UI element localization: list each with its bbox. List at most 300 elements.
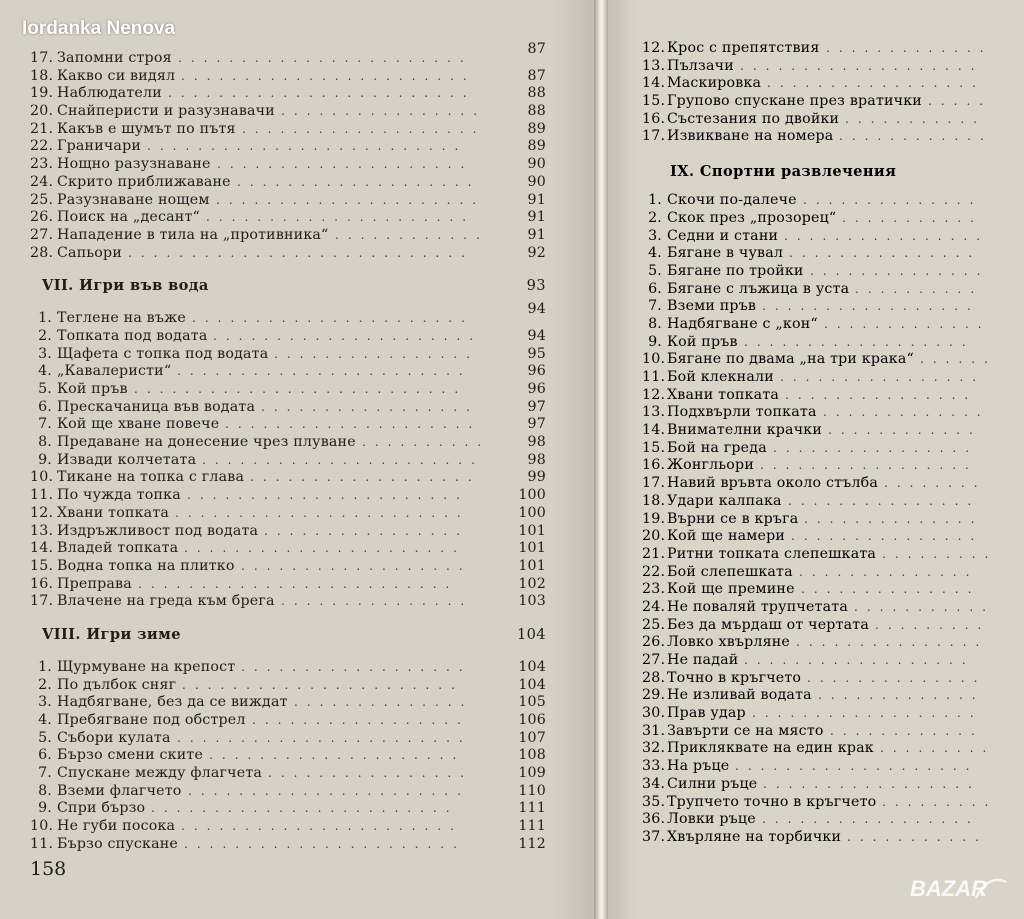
entry-number: 9.	[648, 333, 662, 350]
dot-leader: ......................	[202, 452, 484, 467]
entry-title: Прав удар	[667, 705, 746, 722]
toc-entry	[30, 68, 546, 86]
toc-entry	[30, 452, 546, 470]
entry-page: 90	[527, 173, 546, 190]
entry-title: Бягане в чувал	[667, 245, 784, 262]
entry-number: 21.	[30, 120, 54, 137]
dot-leader: ..............	[810, 263, 990, 278]
entry-title: Скочи по-далече	[667, 192, 797, 209]
entry-title: По чужда топка	[57, 487, 181, 504]
entry-page: 96	[527, 363, 546, 380]
toc-entry	[642, 776, 1012, 794]
page-shadow	[608, 0, 638, 919]
toc-entry	[642, 334, 1012, 352]
entry-title: Теглене на въже	[57, 310, 186, 327]
dot-leader: ...............	[785, 387, 978, 402]
entry-page: 88	[527, 85, 546, 102]
toc-entry	[30, 192, 546, 210]
entry-number: 1.	[38, 658, 52, 675]
dot-leader: ....................	[209, 748, 466, 763]
toc-entry	[30, 121, 546, 139]
dot-leader: .......................	[175, 505, 470, 520]
entry-title: Надбягване с „кон“	[667, 315, 818, 332]
toc-entry	[30, 694, 546, 712]
entry-title: Надбягване, без да се виждат	[57, 694, 288, 711]
toc-entry	[642, 617, 1012, 635]
toc-entry	[30, 712, 546, 730]
entry-title: Без да мърдаш от чертата	[667, 616, 869, 633]
entry-title: Бързо спускане	[57, 835, 178, 852]
entry-number: 23.	[30, 156, 54, 173]
entry-page: 100	[518, 504, 546, 521]
entry-number: 18.	[642, 492, 666, 509]
entry-number: 16.	[642, 457, 666, 474]
dot-leader: .......................	[177, 730, 472, 745]
entry-page: 91	[527, 191, 546, 208]
dot-leader: .......................	[177, 364, 472, 379]
toc-entry	[30, 416, 546, 434]
dot-leader: .......................	[178, 51, 473, 65]
entry-number: 3.	[38, 694, 52, 711]
entry-title: Наблюдатели	[57, 85, 162, 102]
toc-entry	[642, 40, 1012, 58]
entry-title: „Кавалеристи“	[57, 363, 172, 380]
toc-entry	[30, 677, 546, 695]
entry-number: 33.	[642, 758, 666, 775]
toc-entry	[30, 103, 546, 121]
entry-page: 110	[518, 782, 546, 799]
entry-title: Удари калпака	[667, 492, 782, 509]
entry-number: 27.	[30, 226, 54, 243]
dot-leader: ......	[920, 352, 997, 367]
section-heading	[30, 625, 546, 645]
entry-page: 111	[518, 818, 546, 835]
entry-number: 14.	[642, 75, 666, 92]
entry-number: 36.	[642, 811, 666, 828]
entry-number: 10.	[30, 469, 54, 486]
toc-entry	[642, 670, 1012, 688]
dot-leader: ......................	[184, 836, 466, 851]
toc-entry	[642, 740, 1012, 758]
toc-entry	[30, 363, 546, 381]
toc-entry	[642, 475, 1012, 493]
dot-leader: ......................	[181, 819, 463, 834]
dot-leader: ..............	[801, 582, 981, 597]
entry-page: 107	[518, 729, 546, 746]
entry-title: Бързо смени ските	[57, 747, 204, 764]
entry-title: Ловко хвърляне	[667, 634, 790, 651]
entry-title: Бягане по тройки	[667, 262, 804, 279]
dot-leader: ...........	[847, 829, 988, 844]
entry-page: 111	[518, 800, 546, 817]
entry-page: 91	[527, 226, 546, 243]
entry-number: 34.	[642, 775, 666, 792]
entry-title: Пълзачи	[667, 57, 734, 74]
entry-number: 4.	[38, 363, 52, 380]
dot-leader: ..................	[241, 659, 472, 674]
bazar-logo-text: BAZAR	[910, 876, 987, 901]
entry-number: 25.	[30, 191, 54, 208]
entry-page: 106	[518, 712, 546, 728]
entry-title: Бягане с лъжица в уста	[667, 280, 850, 297]
entry-title: Щафета с топка под водата	[57, 345, 269, 362]
entry-title: Бягане по двама „на три крака“	[667, 351, 914, 368]
entry-number: 4.	[38, 712, 52, 728]
entry-number: 7.	[38, 416, 52, 433]
entry-title: Ритни топката слепешката	[667, 545, 877, 562]
toc-entry	[642, 758, 1012, 776]
entry-title: Внимателни крачки	[667, 422, 823, 439]
dot-leader: .............	[818, 688, 985, 703]
entry-number: 3.	[38, 345, 52, 362]
toc-entry	[30, 245, 546, 263]
entry-number: 24.	[30, 173, 54, 190]
toc-entry	[642, 705, 1012, 723]
entry-page: 108	[518, 747, 546, 764]
toc-entry	[30, 747, 546, 765]
entry-page: 99	[527, 469, 546, 486]
entry-title: Крос с препятствия	[667, 40, 820, 56]
entry-number: 24.	[642, 598, 666, 615]
entry-title: Извикване на номера	[667, 128, 834, 145]
entry-page: 97	[527, 398, 546, 415]
dot-leader: .....................	[216, 192, 486, 207]
section-page: 93	[526, 277, 546, 295]
right-contents-column	[642, 40, 1012, 847]
entry-title: Скрито приближаване	[57, 173, 231, 190]
entry-title: Извади колчетата	[57, 451, 197, 468]
dot-leader: ...........	[854, 599, 995, 614]
entry-number: 31.	[642, 722, 666, 739]
entry-title: Нападение в тила на „противника“	[57, 226, 329, 243]
entry-title: Кой пръв	[57, 381, 128, 397]
toc-entry	[30, 381, 546, 399]
entry-title: Кой ще премине	[667, 581, 795, 598]
toc-entry	[642, 111, 1012, 129]
entry-page: 103	[518, 593, 546, 610]
dot-leader: .....................	[206, 210, 476, 225]
dot-leader: ........	[884, 476, 987, 491]
entry-number: 32.	[642, 740, 666, 757]
entry-number: 12.	[642, 386, 666, 403]
entry-title: Кой пръв	[667, 333, 738, 350]
toc-entry	[30, 540, 546, 558]
dot-leader: .................	[762, 299, 980, 314]
entry-number: 19.	[642, 510, 666, 527]
dot-leader: ................	[780, 370, 986, 384]
entry-title: Влачене на греда към брега	[57, 593, 275, 610]
entry-title: Издръжливост под водата	[57, 522, 259, 539]
entry-number: 15.	[642, 93, 666, 110]
toc-entry	[642, 298, 1012, 316]
dot-leader: ....................	[217, 157, 474, 172]
entry-title: Завърти се на място	[667, 722, 824, 739]
entry-number: 15.	[30, 557, 54, 574]
entry-number: 12.	[642, 40, 666, 56]
toc-entry	[30, 505, 546, 523]
dot-leader: ..................	[744, 334, 975, 349]
dot-leader: .................	[767, 76, 985, 91]
entry-number: 5.	[38, 729, 52, 746]
entry-title: Водна топка на плитко	[57, 557, 235, 574]
entry-number: 8.	[38, 434, 52, 451]
dot-leader: ..................	[752, 706, 983, 721]
entry-title: Бой слепешката	[667, 563, 793, 580]
toc-entry	[30, 41, 546, 68]
entry-number: 9.	[38, 451, 52, 468]
entry-number: 16.	[30, 575, 54, 592]
dot-leader: .........	[882, 546, 998, 561]
toc-entry	[642, 829, 1012, 847]
entry-page: 91	[527, 209, 546, 226]
dot-leader: .....................	[213, 328, 483, 343]
toc-entry	[642, 652, 1012, 670]
entry-page: 96	[527, 381, 546, 397]
entry-title: Какъв е шумът по пътя	[57, 120, 236, 137]
entry-title: Трупчето точно в кръгчето	[667, 793, 877, 810]
toc-entry	[642, 351, 1012, 369]
dot-leader: ...................	[735, 759, 979, 774]
entry-number: 4.	[648, 245, 662, 262]
toc-entry	[30, 659, 546, 677]
toc-entry	[30, 783, 546, 801]
dot-leader: ...............	[791, 529, 984, 544]
toc-entry	[30, 836, 546, 854]
toc-entry	[642, 440, 1012, 458]
entry-page: 100	[518, 487, 546, 504]
toc-entry	[642, 404, 1012, 422]
seller-watermark: Iordanka Nenova	[22, 18, 176, 39]
section-title: VIII. Игри зиме	[42, 625, 181, 643]
left-contents-column	[30, 41, 546, 854]
dot-leader: ............	[828, 423, 982, 438]
entry-title: Точно в кръгчето	[667, 669, 802, 686]
dot-leader: .........	[875, 617, 991, 632]
dot-leader: ...............	[789, 246, 982, 261]
dot-leader: ..................	[744, 653, 975, 667]
toc-entry	[642, 564, 1012, 582]
entry-page: 101	[518, 557, 546, 574]
dot-leader: ...........................	[128, 245, 474, 260]
entry-title: Какво си видял	[57, 67, 176, 84]
section-heading	[642, 162, 1012, 182]
entry-number: 6.	[38, 747, 52, 764]
entry-title: Силни ръце	[667, 775, 758, 792]
entry-title: Вземи флагчето	[57, 782, 182, 799]
toc-entry	[30, 156, 546, 174]
entry-title: Кой ще намери	[667, 528, 786, 545]
dot-leader: ..........	[362, 435, 491, 450]
dot-leader: .............	[826, 41, 993, 55]
entry-title: Жонгльори	[667, 457, 754, 474]
dot-leader: ..............	[803, 193, 983, 208]
page-shadow	[554, 0, 594, 919]
dot-leader: ...............	[788, 493, 981, 508]
entry-title: Щурмуване на крепост	[57, 658, 236, 675]
entry-title: Поиск на „десант“	[57, 209, 200, 226]
entry-title: Спускане между флагчета	[57, 765, 263, 782]
entry-number: 18.	[30, 67, 54, 84]
toc-entry	[642, 511, 1012, 529]
entry-page: 101	[518, 522, 546, 539]
entry-title: Навий връвта около стълба	[667, 475, 878, 492]
toc-entry	[30, 434, 546, 452]
dot-leader: ......................	[188, 783, 470, 798]
entry-number: 5.	[648, 262, 662, 279]
toc-entry	[30, 346, 546, 364]
entry-number: 14.	[30, 540, 54, 557]
dot-leader: ............	[830, 723, 984, 738]
dot-leader: ................	[773, 440, 979, 455]
dot-leader: ...........	[842, 210, 983, 225]
entry-number: 7.	[648, 298, 662, 315]
entry-title: Кой ще хване повече	[57, 416, 220, 433]
entry-number: 6.	[648, 280, 662, 297]
dot-leader: .................	[760, 458, 978, 473]
dot-leader: ...................	[740, 58, 984, 73]
dot-leader: .........................	[138, 576, 459, 591]
toc-entry	[30, 227, 546, 245]
entry-title: Владей топката	[57, 540, 179, 557]
dot-leader: ..........	[855, 281, 984, 296]
entry-number: 2.	[648, 209, 662, 226]
entry-page: 109	[518, 765, 546, 782]
dot-leader: ............	[335, 227, 489, 242]
section-title: IX. Спортни развлечения	[670, 163, 897, 181]
entry-page: 88	[527, 103, 546, 120]
toc-entry	[30, 469, 546, 487]
toc-entry	[642, 794, 1012, 812]
dot-leader: ...............	[796, 635, 989, 650]
toc-entry	[642, 210, 1012, 228]
entry-title: Не поваляй трупчетата	[667, 598, 848, 615]
entry-title: Снайперисти и разузнавачи	[57, 103, 275, 120]
entry-number: 25.	[642, 616, 666, 633]
section-title: VII. Игри във вода	[42, 277, 209, 295]
dot-leader: ..................	[241, 558, 472, 573]
entry-number: 26.	[30, 209, 54, 226]
entry-number: 8.	[648, 315, 662, 332]
dot-leader: ........................	[168, 86, 476, 101]
entry-number: 29.	[642, 687, 666, 704]
entry-number: 17.	[642, 128, 666, 145]
entry-title: Състезания по двойки	[667, 110, 840, 127]
dot-leader: .................	[261, 399, 479, 414]
entry-number: 27.	[642, 652, 666, 668]
toc-entry	[642, 422, 1012, 440]
dot-leader: .........	[882, 794, 998, 809]
entry-page: 101	[518, 540, 546, 557]
entry-number: 13.	[30, 522, 54, 539]
entry-number: 12.	[30, 504, 54, 521]
entry-number: 1.	[38, 310, 52, 327]
entry-number: 14.	[642, 422, 666, 439]
entry-number: 10.	[30, 818, 54, 835]
dot-leader: .....	[928, 94, 993, 109]
entry-number: 22.	[642, 563, 666, 580]
entry-title: Върни се в кръга	[667, 510, 799, 527]
dot-leader: .................	[762, 812, 980, 827]
toc-entry	[30, 523, 546, 541]
entry-title: Тикане на топка с глава	[57, 469, 245, 486]
entry-number: 17.	[30, 50, 54, 66]
toc-entry	[642, 192, 1012, 210]
dot-leader: ......................	[182, 677, 464, 692]
toc-entry	[642, 546, 1012, 564]
dot-leader: ...................	[237, 174, 481, 189]
entry-title: Нощно разузнаване	[57, 156, 211, 173]
entry-number: 22.	[30, 138, 54, 155]
entry-page: 95	[527, 345, 546, 362]
entry-number: 35.	[642, 793, 666, 810]
toc-entry	[30, 209, 546, 227]
entry-number: 30.	[642, 705, 666, 722]
dot-leader: .............	[823, 405, 990, 420]
dot-leader: ........................	[151, 801, 459, 816]
dot-leader: .........	[880, 741, 996, 756]
toc-entry	[642, 281, 1012, 299]
toc-entry	[30, 85, 546, 103]
toc-entry	[30, 399, 546, 417]
entry-number: 6.	[38, 398, 52, 415]
dot-leader: ................	[281, 104, 487, 119]
entry-page: 92	[527, 244, 546, 261]
entry-title: Групово спускане през вратички	[667, 93, 922, 110]
section-heading	[30, 276, 546, 296]
toc-entry	[642, 369, 1012, 387]
dot-leader: ...........	[845, 111, 986, 126]
toc-entry	[30, 138, 546, 156]
page-number: 158	[30, 858, 67, 880]
entry-page: 98	[527, 451, 546, 468]
toc-entry	[30, 730, 546, 748]
toc-entry	[642, 811, 1012, 829]
toc-entry	[30, 765, 546, 783]
toc-entry	[642, 599, 1012, 617]
entry-page: 94	[527, 301, 546, 318]
dot-leader: ...............	[281, 594, 474, 609]
entry-number: 16.	[642, 110, 666, 127]
toc-entry	[30, 593, 546, 611]
entry-title: На ръце	[667, 758, 730, 775]
toc-entry	[642, 58, 1012, 76]
entry-title: Скок през „прозорец“	[667, 209, 837, 226]
dot-leader: ...................	[242, 121, 486, 136]
toc-entry	[642, 528, 1012, 546]
section-page: 104	[516, 625, 546, 643]
entry-title: Ловки ръце	[667, 811, 756, 828]
entry-title: Разузнаване нощем	[57, 191, 210, 208]
entry-page: 105	[518, 694, 546, 711]
dot-leader: ..............	[804, 511, 984, 526]
entry-title: Хвърляне на торбички	[667, 828, 842, 845]
toc-entry	[642, 128, 1012, 146]
toc-entry	[30, 487, 546, 505]
entry-number: 11.	[642, 369, 666, 385]
entry-number: 11.	[30, 835, 54, 852]
dot-leader: ..............	[807, 670, 987, 685]
entry-page: 94	[527, 327, 546, 344]
toc-entry	[30, 576, 546, 594]
entry-page: 90	[527, 156, 546, 173]
entry-page: 102	[518, 575, 546, 592]
entry-number: 28.	[30, 244, 54, 261]
entry-title: Вземи пръв	[667, 298, 757, 315]
toc-entry	[30, 301, 546, 328]
entry-page: 87	[527, 67, 546, 84]
dot-leader: ..............	[294, 695, 474, 710]
dot-leader: ....................	[225, 417, 482, 432]
